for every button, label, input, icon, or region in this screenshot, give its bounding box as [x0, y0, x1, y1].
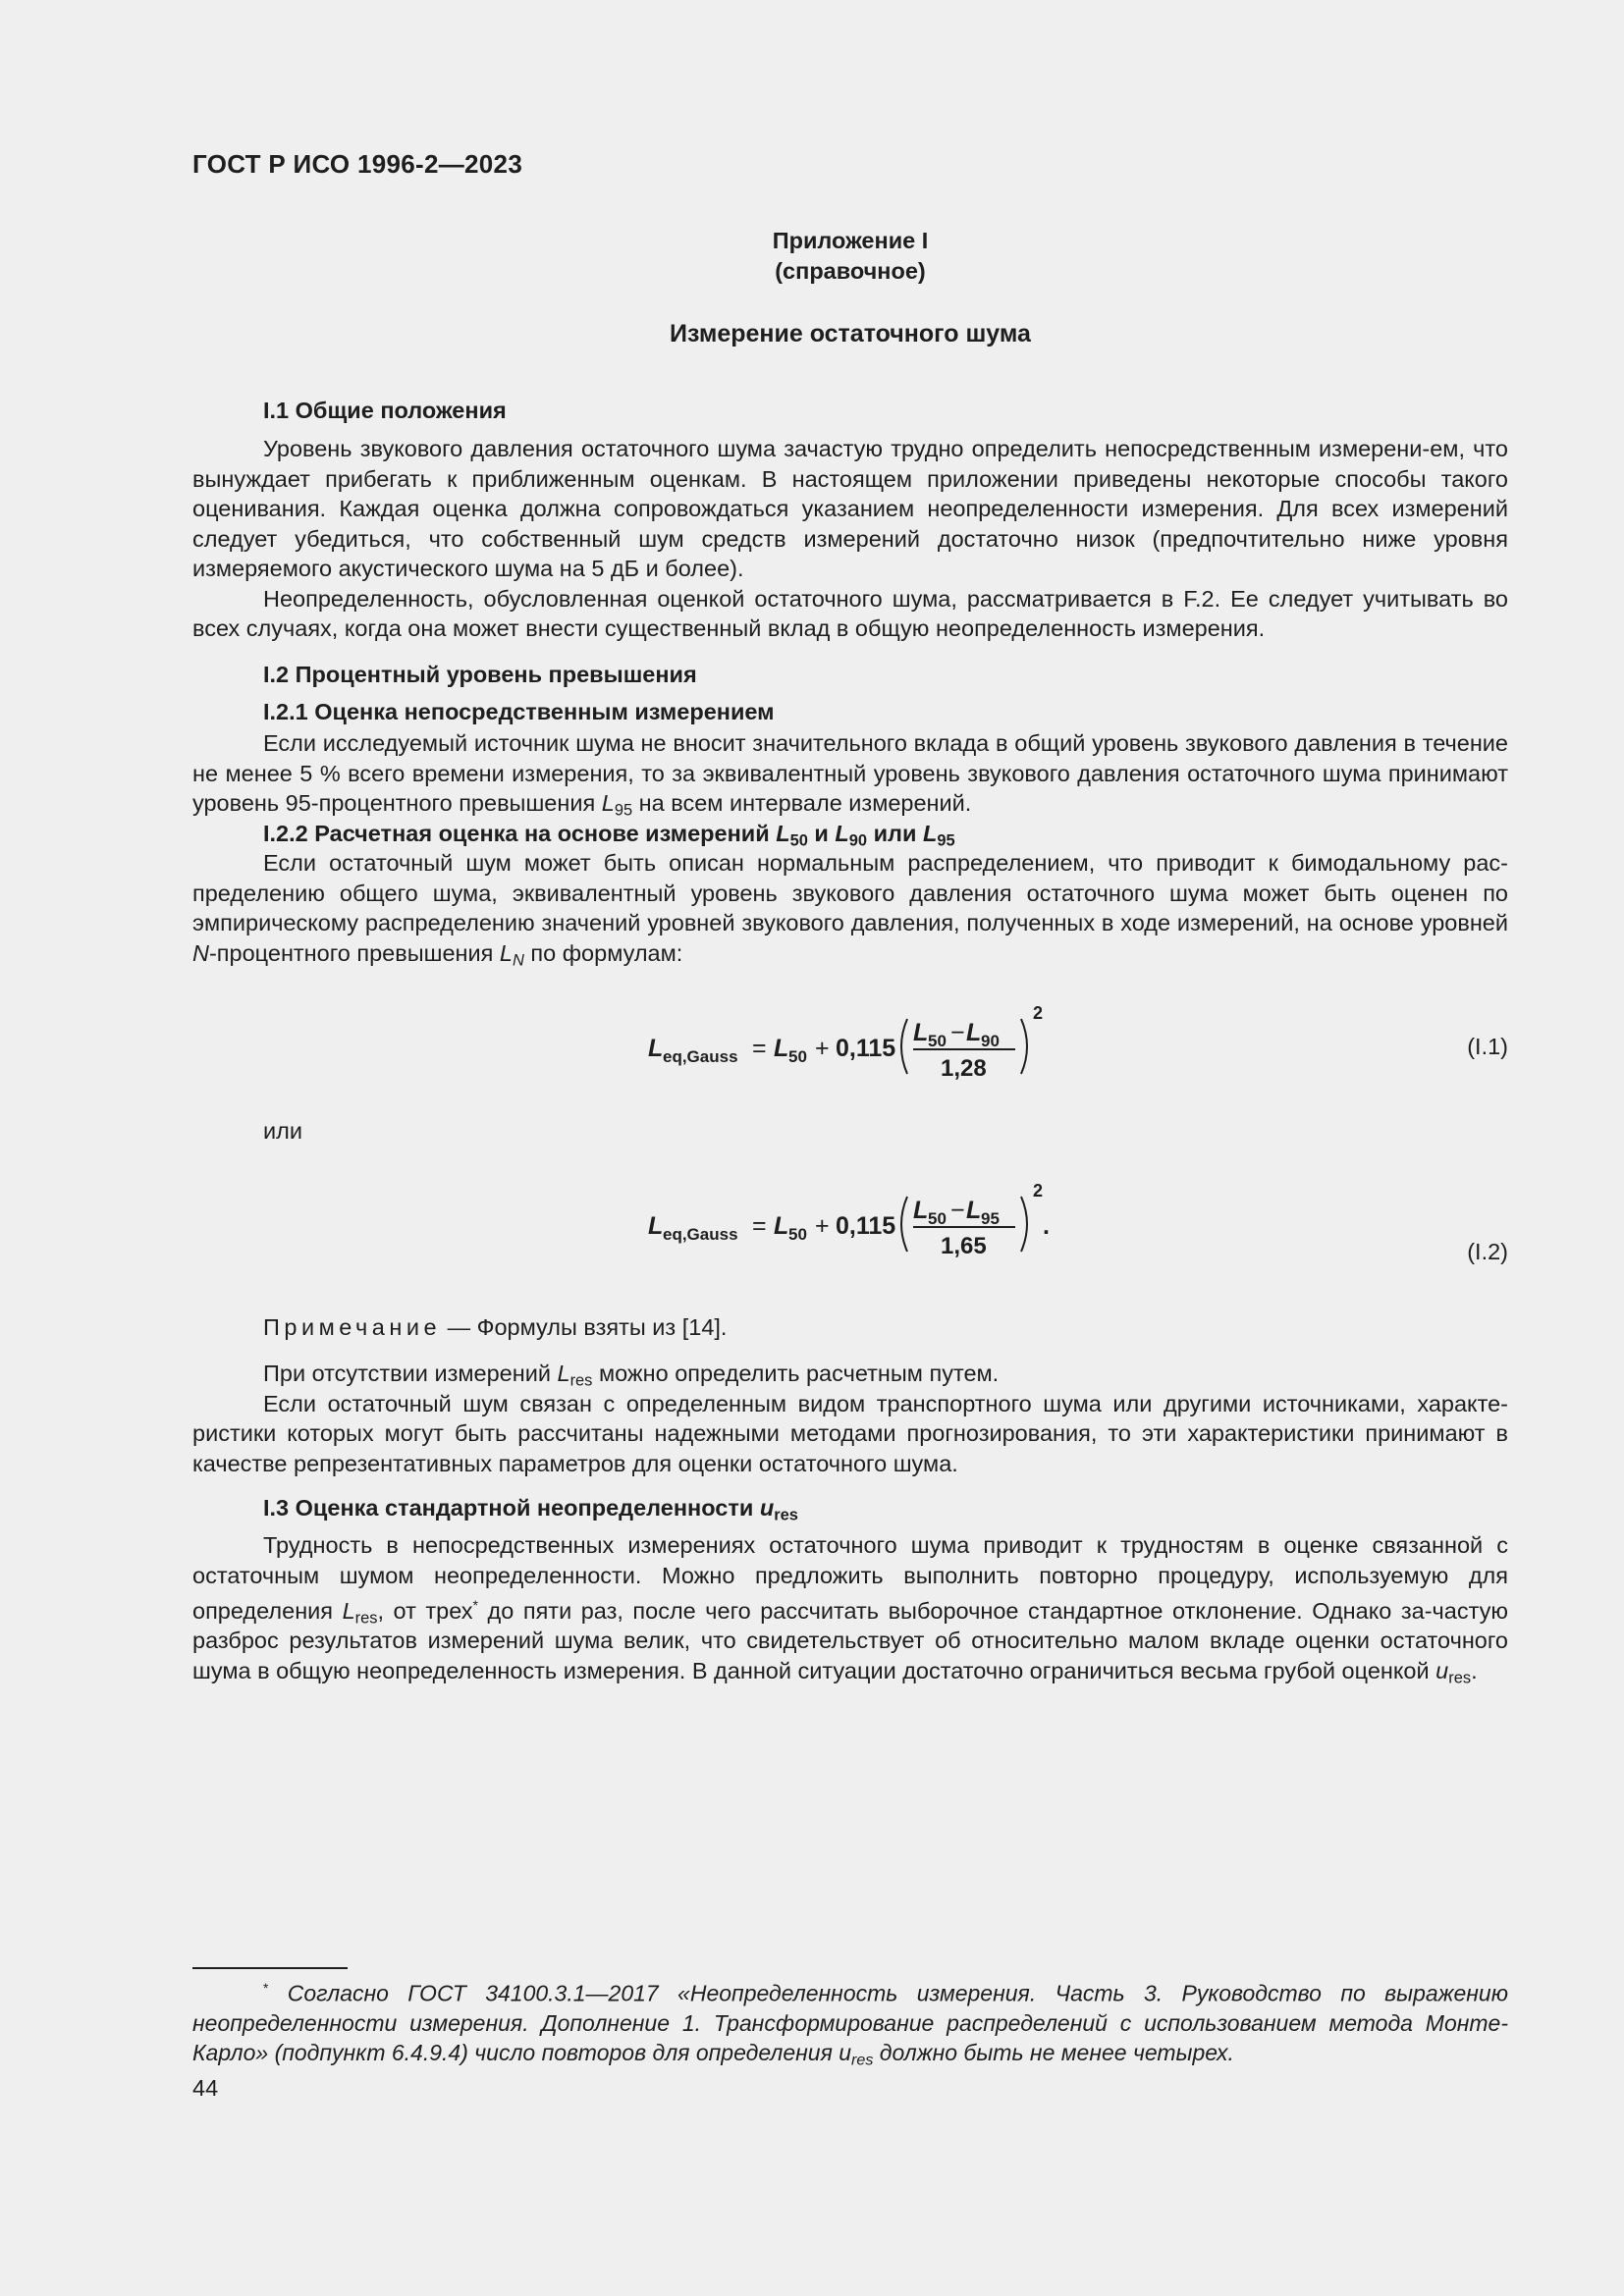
subscript-50: 50 [789, 831, 808, 850]
formula-2-num-b: L [966, 1197, 982, 1224]
formula-2-left-paren [901, 1197, 907, 1252]
symbol-L: L [776, 821, 790, 846]
formula-2 [648, 1177, 1060, 1265]
formula-1-denominator: 1,28 [941, 1055, 987, 1082]
note-text: — Формулы взяты из [14]. [447, 1314, 728, 1340]
formula-1-lhs-sub: eq,Gauss [663, 1047, 738, 1066]
subscript-95: 95 [614, 801, 633, 820]
footnote [192, 1974, 1508, 2067]
formula-1-num-b: L [966, 1019, 982, 1046]
symbol-N: N [192, 939, 209, 966]
section-3-end: . [1471, 1657, 1478, 1683]
symbol-L: L [601, 790, 615, 816]
formula-2-lhs: L [648, 1212, 664, 1240]
footnote-star: * [263, 1981, 269, 1996]
section-1-paragraph-1: Уровень звукового давления остаточного шума зачастую трудно определить непосредственным измерени-ем, что вынуждает прибегать к приближенным оценкам. В настоящем приложении приведены некоторые способы такого оценивания. Каждая оценка должна сопровождаться указанием неопределенности измерения. Для всех измерений следует убедиться, что собственный шум средств измерений достаточно низок (предпочтительно ниже уровня измеряемого акустического шума на 5 дБ и более). [192, 436, 1508, 581]
formula-1-plus: + [815, 1035, 830, 1062]
formula-2-num-b-sub: 95 [981, 1209, 1000, 1228]
symbol-u: u [839, 2039, 852, 2065]
annex-subject: Измерение остаточного шума [670, 320, 1031, 347]
section-2-1-tail: на всем интервале измерений. [638, 790, 972, 816]
section-3-text-c: до пяти раз, после чего рассчитать выборочное стандартное отклонение. Однако за-частую разброс результатов измерений шума велик, что свидетельствует об относительно малом вкладе оценки остаточного шума в общую неопределенность измерения. В данной ситуации достаточно ограничиться весьма грубой оценкой [192, 1597, 1508, 1683]
symbol-L: L [557, 1361, 570, 1386]
formula-1-num-a: L [913, 1019, 929, 1046]
note [263, 1314, 727, 1341]
formula-2-denominator: 1,65 [941, 1233, 987, 1259]
section-2-1-body [192, 728, 1508, 819]
formula-1-rhs-sub: 50 [788, 1047, 807, 1066]
section-2-1-text: Если исследуемый источник шума не вносит значительного вклада в общий уровень звукового давления в течение не менее 5 % всего времени измерения, то за эквивалентный уровень звукового давления остаточного шума принимают уровень 95-процентного превышения [192, 730, 1508, 816]
subscript-res: res [569, 1371, 593, 1390]
section-1-paragraph-2: Неопределенность, обусловленная оценкой остаточного шума, рассматривается в F.2. Ее следует учитывать во всех случаях, когда она может внести существенный вклад в общую неопределенность измерения. [192, 585, 1508, 641]
formula-2-rhs: L [774, 1212, 789, 1240]
formula-2-coefficient: 0,115 [836, 1212, 896, 1240]
formula-1-lhs: L [648, 1035, 664, 1062]
symbol-u: u [1435, 1657, 1449, 1683]
after-formulas-body [192, 1359, 1508, 1478]
symbol-L: L [922, 821, 938, 846]
standard-designation: ГОСТ Р ИСО 1996-2—2023 [192, 149, 523, 179]
after-paragraph-1-b: можно определить расчетным путем. [598, 1361, 1000, 1386]
footnote-rule [192, 1967, 348, 1969]
formula-2-lhs-sub: eq,Gauss [663, 1225, 738, 1244]
conjunction-and: и [814, 821, 829, 846]
formula-2-num-a-sub: 50 [928, 1209, 947, 1228]
formula-2-number: (I.2) [1467, 1239, 1508, 1264]
section-3-body [192, 1530, 1508, 1685]
symbol-L: L [499, 939, 513, 966]
subscript-res: res [851, 2051, 874, 2069]
section-2-2-text: Если остаточный шум может быть описан нормальным распределением, что приводит к бимодальному рас-пределению общего шума, эквивалентный уровень звукового давления остаточного шума может быть оценен по эмпирическому распределению значений уровней звукового давления, полученных в ходе измерений, на основе уровней [192, 850, 1508, 935]
conjunction-or: или [873, 821, 917, 846]
formula-2-minus: − [950, 1197, 965, 1224]
section-3-heading [263, 1493, 798, 1522]
formula-1-rhs: L [774, 1035, 789, 1062]
formula-1-num-b-sub: 90 [981, 1032, 1000, 1050]
formula-2-right-paren [1021, 1197, 1027, 1252]
section-3-text-a: Трудность в непосредственных измерениях остаточного шума приводит к трудностям в оценке связанной с остаточным шумом неопределенности. Можно предложить выполнить повторно процедуру, используемую для определения [192, 1532, 1508, 1624]
footnote-marker: * [472, 1597, 479, 1613]
section-2-1-heading: I.2.1 Оценка непосредственным измерением [263, 699, 775, 724]
subscript-90: 90 [848, 831, 868, 850]
section-2-2-heading [263, 819, 955, 848]
section-3-text-b: , от трех [377, 1597, 473, 1624]
formula-2-num-a: L [913, 1197, 929, 1224]
section-2-2-text-2: -процентного превышения [208, 939, 494, 966]
section-2-heading: I.2 Процентный уровень превышения [263, 662, 697, 687]
or-text: или [263, 1118, 302, 1144]
section-3-heading-text: I.3 Оценка стандартной неопределенности [263, 1495, 754, 1521]
formula-2-power: 2 [1033, 1181, 1044, 1201]
page-number: 44 [192, 2075, 219, 2101]
formula-1 [648, 999, 1060, 1088]
footnote-text-a: Согласно ГОСТ 34100.3.1—2017 «Неопределенность измерения. Часть 3. Руководство по выражению неопределенности измерения. Дополнение 1. Трансформирование распределений с использованием метода Монте-Карло» (подпункт 6.4.9.4) число повторов для определения [192, 1980, 1509, 2065]
subscript-res: res [774, 1506, 798, 1524]
footnote-text-b: должно быть не менее четырех. [879, 2039, 1234, 2065]
annex-title: Приложение I [772, 228, 929, 253]
formula-2-plus: + [815, 1212, 830, 1240]
section-2-2-body [192, 848, 1508, 968]
formula-2-period: . [1043, 1212, 1050, 1240]
formula-1-power: 2 [1033, 1003, 1044, 1023]
section-1-heading: I.1 Общие положения [263, 398, 507, 423]
after-paragraph-1-a: При отсутствии измерений [263, 1361, 551, 1386]
subscript-N: N [512, 951, 524, 970]
section-2-2-text-3: по формулам: [530, 939, 683, 966]
subscript-res: res [1448, 1669, 1472, 1687]
formula-2-rhs-sub: 50 [788, 1225, 807, 1244]
symbol-L: L [342, 1597, 355, 1624]
formula-2-eq: = [752, 1212, 767, 1240]
after-paragraph-2: Если остаточный шум связан с определенным видом транспортного шума или другими источниками, характе-ристики которых могут быть рассчитаны надежными методами прогнозирования, то эти характеристики принимают в качестве репрезентативных параметров для оценки остаточного шума. [192, 1390, 1508, 1476]
subscript-res: res [354, 1609, 378, 1628]
section-1-body [192, 434, 1508, 644]
symbol-u: u [759, 1495, 775, 1521]
annex-type: (справочное) [775, 258, 926, 284]
formula-1-left-paren [901, 1019, 907, 1074]
formula-1-minus: − [950, 1019, 965, 1046]
section-2-2-heading-text: I.2.2 Расчетная оценка на основе измерений [263, 821, 770, 846]
subscript-95: 95 [937, 831, 955, 850]
formula-1-right-paren [1021, 1019, 1027, 1074]
formula-1-eq: = [752, 1035, 767, 1062]
symbol-L: L [835, 821, 849, 846]
formula-1-number: (I.1) [1467, 1034, 1508, 1059]
formula-1-num-a-sub: 50 [928, 1032, 947, 1050]
formula-1-coefficient: 0,115 [836, 1035, 896, 1062]
note-label: Примечание [263, 1314, 442, 1340]
